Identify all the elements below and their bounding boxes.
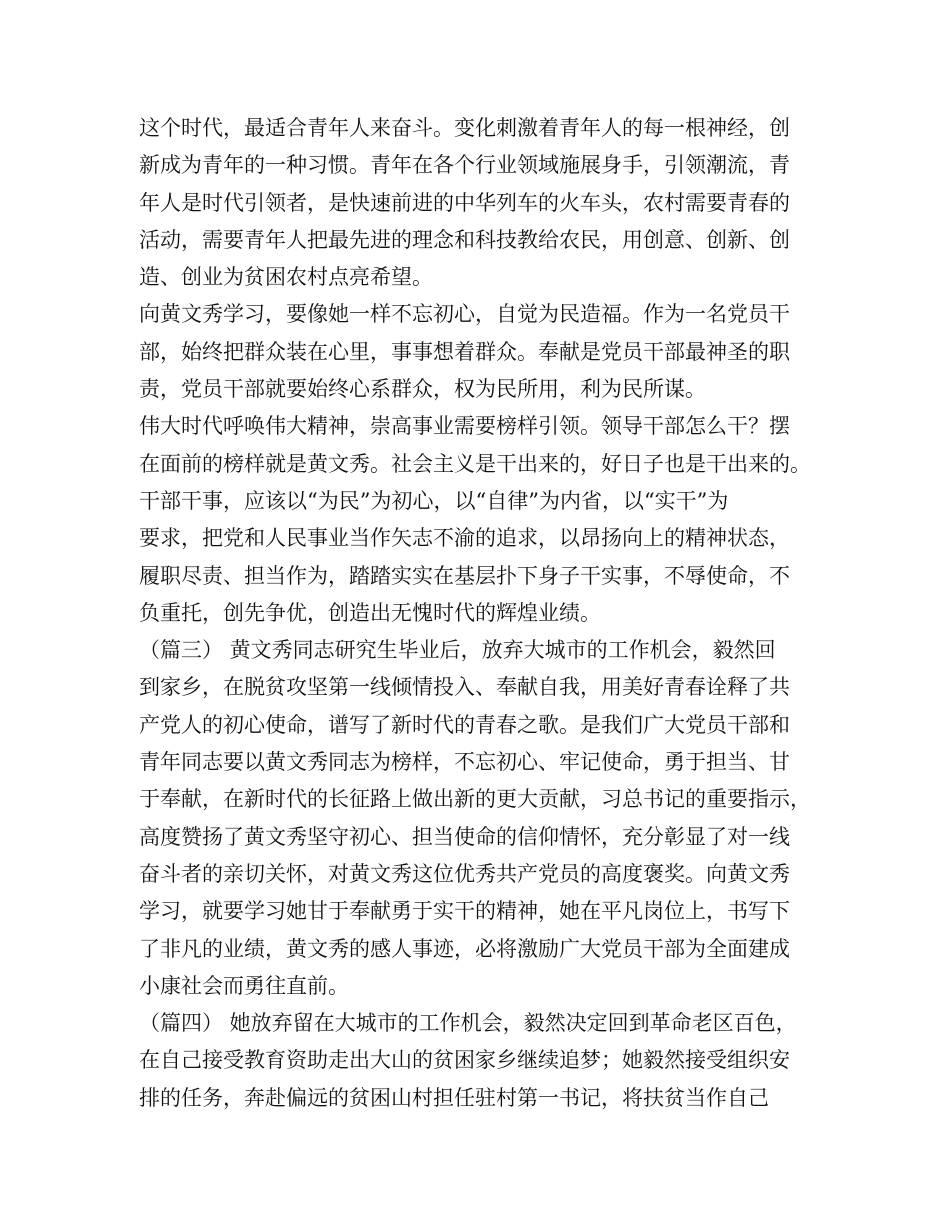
text-line: 青年同志要以黄文秀同志为榜样，不忘初心、牢记使命，勇于担当、甘 [139, 750, 790, 775]
text-line: 活动，需要青年人把最先进的理念和科技教给农民，用创意、创新、创 [139, 227, 790, 252]
text-line: 年人是时代引领者，是快速前进的中华列车的火车头，农村需要青春的 [139, 190, 790, 215]
text-line: 这个时代，最适合青年人来奋斗。变化刺激着青年人的每一根神经，创 [139, 116, 790, 140]
text-line: 学习，就要学习她甘于奉献勇于实干的精神，她在平凡岗位上，书写下 [139, 899, 790, 924]
text-line: 要求，把党和人民事业当作矢志不渝的追求，以昂扬向上的精神状态， [139, 526, 790, 551]
text-line: 产党人的初心使命，谱写了新时代的青春之歌。是我们广大党员干部和 [139, 712, 790, 737]
text-line: 部，始终把群众装在心里，事事想着群众。奉献是党员干部最神圣的职 [139, 339, 790, 364]
text-line: 新成为青年的一种习惯。青年在各个行业领域施展身手，引领潮流，青 [139, 153, 790, 178]
document-body [139, 110, 819, 1117]
text-line: 在自己接受教育资助走出大山的贫困家乡继续追梦；她毅然接受组织安 [139, 1048, 790, 1073]
text-line: 于奉献，在新时代的长征路上做出新的更大贡献，习总书记的重要指示， [139, 787, 811, 812]
text-line: （篇四） 她放弃留在大城市的工作机会，毅然决定回到革命老区百色， [139, 1011, 797, 1036]
text-line: 履职尽责、担当作为，踏踏实实在基层扑下身子干实事，不辱使命，不 [139, 563, 790, 588]
text-line: 向黄文秀学习，要像她一样不忘初心，自觉为民造福。作为一名党员干 [139, 302, 790, 327]
text-line: 干部干事，应该以“为民”为初心，以“自律”为内省，以“实干”为 [139, 488, 729, 513]
text-line: 小康社会而勇往直前。 [139, 973, 349, 998]
text-line: 在面前的榜样就是黄文秀。社会主义是干出来的，好日子也是干出来的。 [139, 451, 811, 476]
text-line: 造、创业为贫困农村点亮希望。 [139, 265, 433, 290]
text-line: 了非凡的业绩，黄文秀的感人事迹，必将激励广大党员干部为全面建成 [139, 936, 790, 961]
text-line: 负重托，创先争优，创造出无愧时代的辉煌业绩。 [139, 600, 601, 625]
text-line: 责，党员干部就要始终心系群众，权为民所用，利为民所谋。 [139, 377, 706, 402]
text-line: 奋斗者的亲切关怀，对黄文秀这位优秀共产党员的高度褒奖。向黄文秀 [139, 861, 790, 886]
text-line: 到家乡，在脱贫攻坚第一线倾情投入、奉献自我，用美好青春诠释了共 [139, 675, 790, 700]
text-line: 高度赞扬了黄文秀坚守初心、担当使命的信仰情怀，充分彰显了对一线 [139, 824, 790, 849]
text-line: （篇三） 黄文秀同志研究生毕业后，放弃大城市的工作机会，毅然回 [139, 638, 776, 663]
text-line: 伟大时代呼唤伟大精神，崇高事业需要榜样引领。领导干部怎么干？摆 [139, 414, 790, 439]
text-line: 排的任务，奔赴偏远的贫困山村担任驻村第一书记，将扶贫当作自己 [139, 1085, 769, 1110]
